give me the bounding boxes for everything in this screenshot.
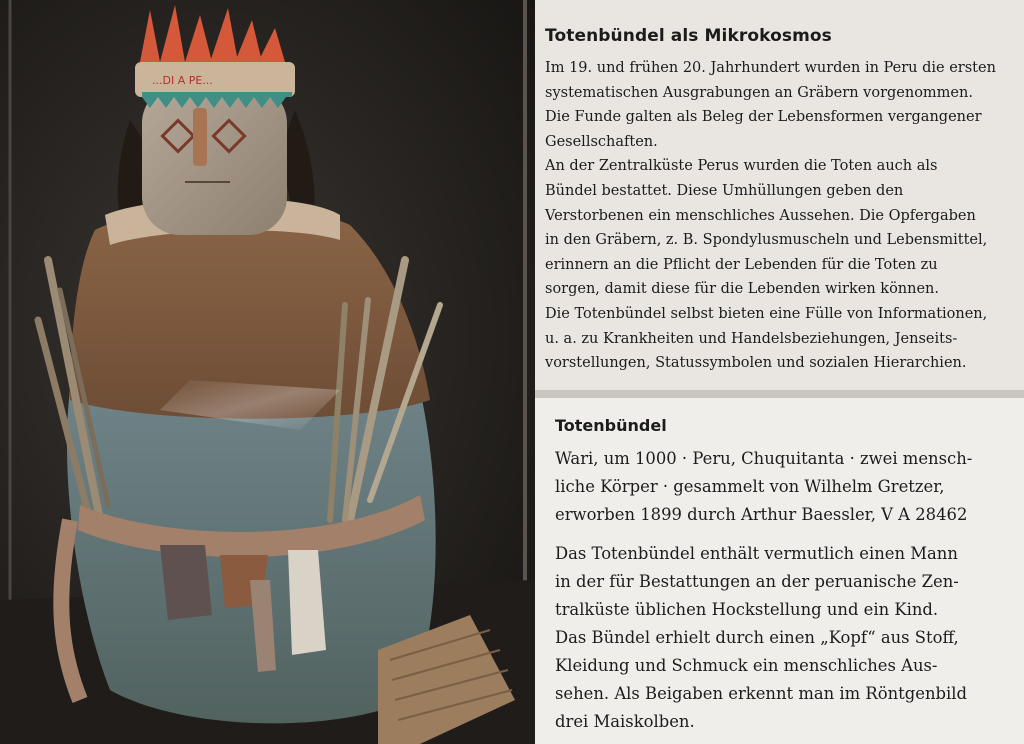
object-title: Totenbündel	[555, 416, 667, 435]
headband-text: ...DI A PE...	[152, 74, 213, 87]
desc-line: Kleidung und Schmuck ein menschliches Aus-	[555, 656, 938, 675]
intro-line: Die Totenbündel selbst bieten eine Fülle von Informationen,	[545, 305, 988, 322]
meta-line: Wari, um 1000 · Peru, Chuquitanta · zwei mensch-	[555, 449, 973, 468]
intro-line: An der Zentralküste Perus wurden die Toten auch als	[545, 158, 938, 175]
meta-line: liche Körper · gesammelt von Wilhelm Gretzer,	[555, 477, 945, 496]
intro-line: sorgen, damit diese für die Lebenden wirken können.	[545, 281, 939, 298]
intro-line: systematischen Ausgrabungen an Gräbern vorgenommen.	[545, 84, 973, 101]
wooden-nose	[193, 108, 207, 166]
bag-1	[160, 545, 212, 620]
intro-line: Bündel bestattet. Diese Umhüllungen geben den	[545, 182, 904, 199]
intro-panel	[535, 0, 1024, 390]
desc-line: Das Totenbündel enthält vermutlich einen Mann	[555, 544, 958, 563]
feather-crest	[140, 5, 285, 62]
meta-line: erworben 1899 durch Arthur Baessler, V A 28462	[555, 505, 968, 524]
desc-line: in der für Bestattungen an der peruanische Zen-	[555, 572, 959, 591]
object-meta	[555, 445, 1010, 529]
intro-line: u. a. zu Krankheiten und Handelsbeziehungen, Jenseits-	[545, 330, 958, 347]
desc-line: sehen. Als Beigaben erkennt man im Röntgenbild	[555, 684, 967, 703]
object-label-panel	[535, 398, 1024, 744]
intro-line: Die Funde galten als Beleg der Lebensformen vergangener	[545, 109, 982, 126]
intro-line: in den Gräbern, z. B. Spondylusmuscheln und Lebensmittel,	[545, 232, 988, 249]
intro-line: Im 19. und frühen 20. Jahrhundert wurden in Peru die ersten	[545, 60, 996, 76]
object-description	[555, 540, 1010, 736]
intro-line: vorstellungen, Statussymbolen und sozialen Hierarchien.	[545, 355, 967, 372]
cloth-head	[142, 85, 287, 235]
desc-line: Das Bündel erhielt durch einen „Kopf“ aus Stoff,	[555, 628, 959, 647]
intro-text	[545, 56, 1010, 376]
intro-line: erinnern an die Pflicht der Lebenden für die Toten zu	[545, 256, 938, 273]
desc-line: drei Maiskolben.	[555, 712, 695, 731]
panel-divider	[535, 390, 1024, 398]
intro-line: Gesellschaften.	[545, 133, 658, 150]
intro-title: Totenbündel als Mikrokosmos	[545, 26, 832, 46]
intro-line: Verstorbenen ein menschliches Aussehen. Die Opfergaben	[545, 207, 976, 224]
desc-line: tralküste üblichen Hockstellung und ein Kind.	[555, 600, 939, 619]
